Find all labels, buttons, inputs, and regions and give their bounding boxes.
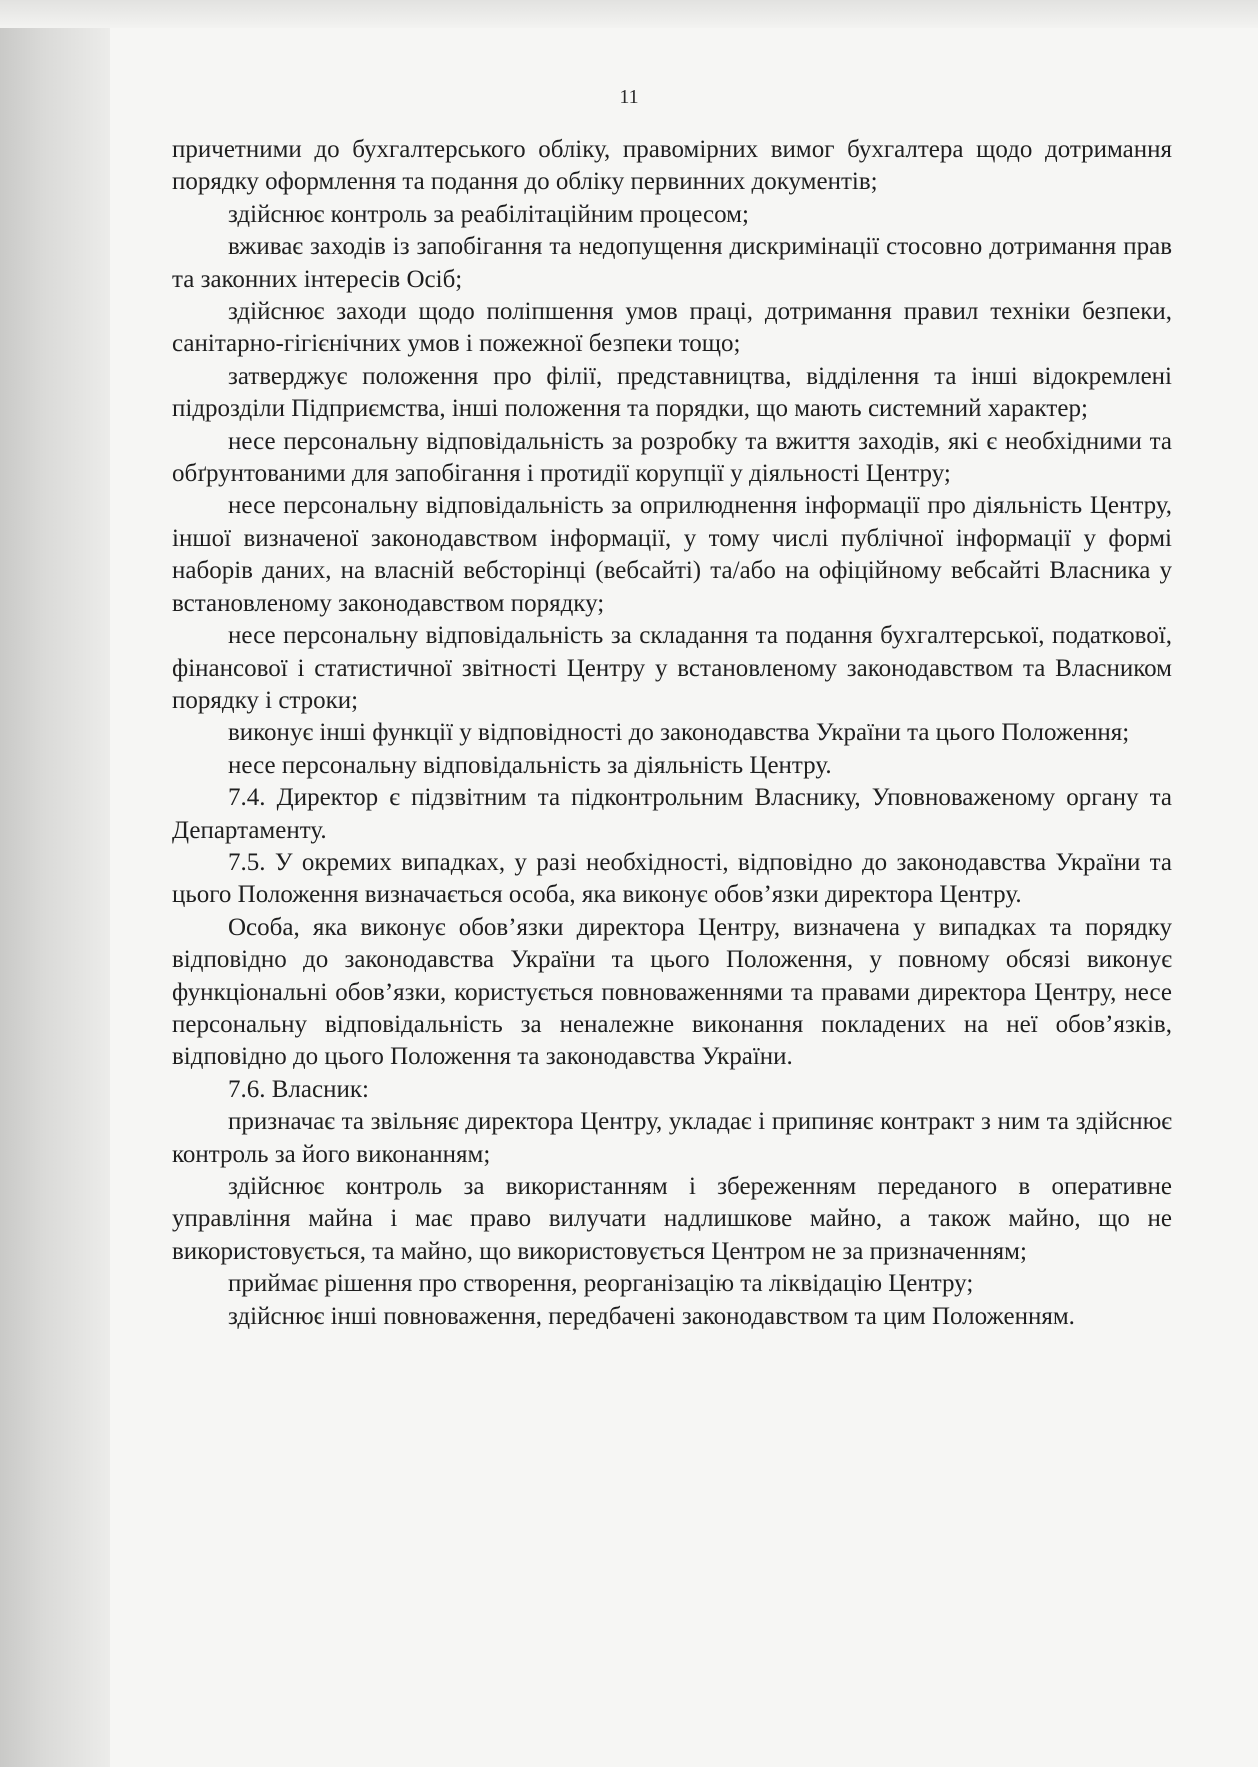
paragraph: здійснює контроль за використанням і збереженням переданого в оперативне управління майна і має право вилучати надлишкове майно, а також майно, що не використовується, та майно, що використовується Центром не за призначенням; [172,1173,1172,1265]
page-number: 11 [619,86,639,108]
paragraph: 7.6. Власник: [228,1075,369,1103]
paragraph: несе персональну відповідальність за розробку та вжиття заходів, які є необхідними та обґрунтованими для запобігання і протидії корупції у діяльності Центру; [172,427,1172,488]
paragraph: приймає рішення про створення, реорганізацію та ліквідацію Центру; [228,1270,974,1298]
paragraph: здійснює заходи щодо поліпшення умов праці, дотримання правил техніки безпеки, санітарно-гігієнічних умов і пожежної безпеки тощо; [172,298,1172,358]
paragraph: затверджує положення про філії, представництва, відділення та інші відокремлені підрозділи Підприємства, інші положення та порядки, що мають системний характер; [172,362,1172,423]
paragraph: 7.5. У окремих випадках, у разі необхідності, відповідно до законодавства України та цього Положення визначається особа, яка виконує обов’язки директора Центру. [172,848,1172,909]
paragraph: здійснює контроль за реабілітаційним процесом; [228,200,749,228]
scan-shadow-top [0,0,1258,28]
paragraph: здійснює інші повноваження, передбачені законодавством та цим Положенням. [228,1302,1075,1330]
paragraph: несе персональну відповідальність за діяльність Центру. [228,751,832,779]
paragraph: призначає та звільняє директора Центру, укладає і припиняє контракт з ним та здійснює контроль за його виконанням; [172,1108,1172,1168]
paragraph: несе персональну відповідальність за оприлюднення інформації про діяльність Центру, іншої визначеної законодавством інформації, у тому числі публічної інформації у формі наборів даних, на власній вебсторінці (вебсайті) та/або на офіційному вебсайті Власника у встановленому законодавством порядку; [172,492,1172,617]
paragraph: 7.4. Директор є підзвітним та підконтрольним Власнику, Уповноваженому органу та Департаменту. [172,784,1172,844]
paragraph: причетними до бухгалтерського обліку, правомірних вимог бухгалтера щодо дотримання порядку оформлення та подання до обліку первинних документів; [172,136,1172,196]
paragraph: вживає заходів із запобігання та недопущення дискримінації стосовно дотримання прав та законних інтересів Осіб; [172,233,1172,293]
paragraph: Особа, яка виконує обов’язки директора Центру, визначена у випадках та порядку відповідно до законодавства України та цього Положення, у повному обсязі виконує функціональні обов’язки, користується повноваженнями та правами директора Центру, несе персональну відповідальність за неналежне виконання покладених на неї обов’язків, відповідно до цього Положення та законодавства України. [172,913,1172,1071]
document-body [172,134,1172,1333]
paragraph: виконує інші функції у відповідності до законодавства України та цього Положення; [228,719,1130,747]
paragraph: несе персональну відповідальність за складання та подання бухгалтерської, податкової, фінансової і статистичної звітності Центру у встановленому законодавством та Власником порядку і строки; [172,622,1172,714]
scan-shadow-left [0,0,110,1767]
